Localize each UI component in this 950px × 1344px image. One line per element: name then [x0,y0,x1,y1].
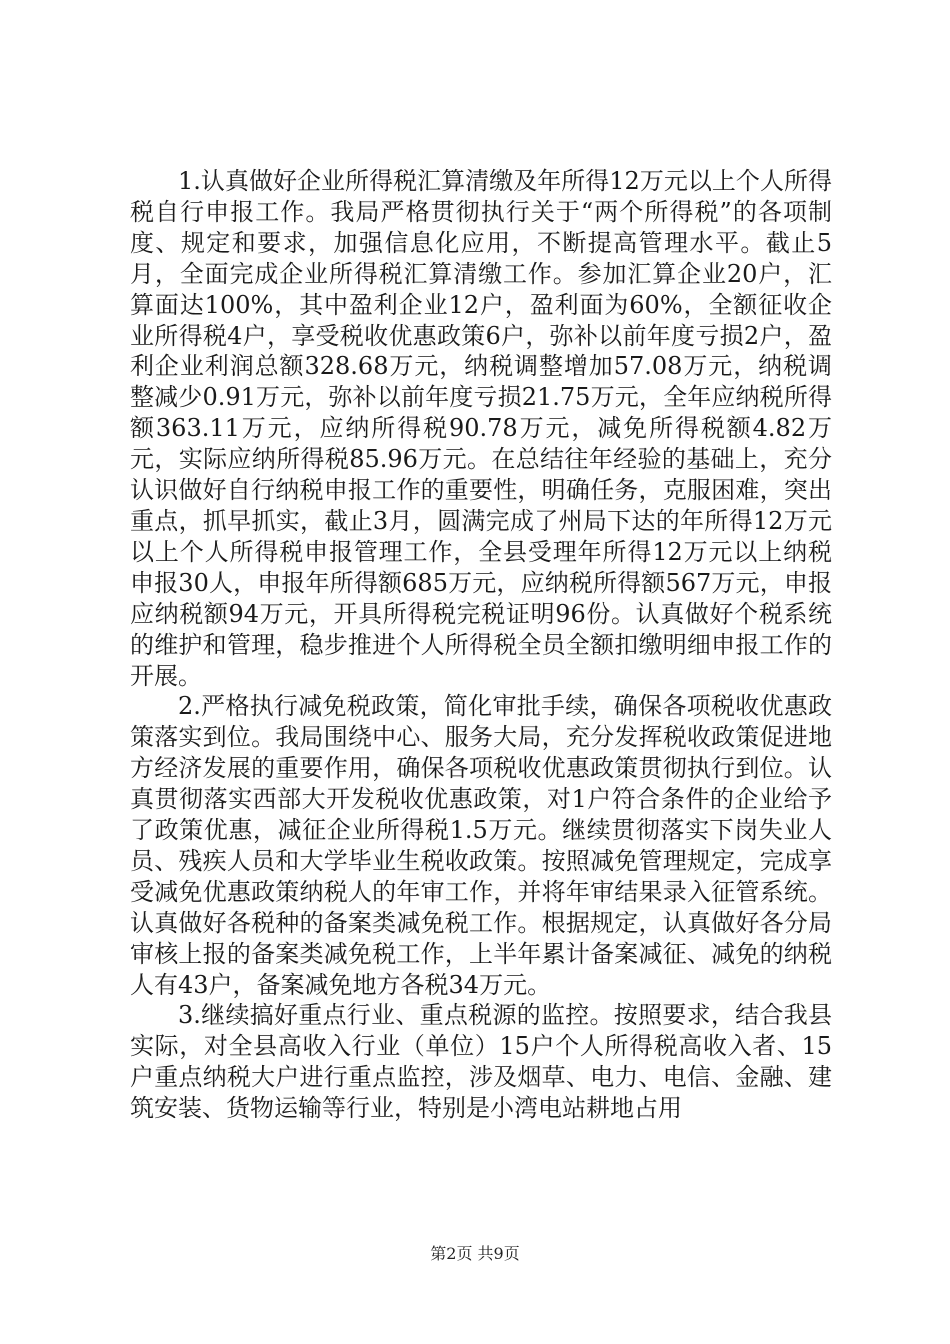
paragraph-1: 1.认真做好企业所得税汇算清缴及年所得12万元以上个人所得税自行申报工作。我局严格贯彻执行关于“两个所得税”的各项制度、规定和要求，加强信息化应用，不断提高管理水平。截止5月，全面完成企业所得税汇算清缴工作。参加汇算企业20户，汇算面达100%，其中盈利企业12户，盈利面为60%，全额征收企业所得税4户，享受税收优惠政策6户，弥补以前年度亏损2户，盈利企业利润总额328.68万元，纳税调整增加57.08万元，纳税调整减少0.91万元，弥补以前年度亏损21.75万元，全年应纳税所得额363.11万元，应纳所得税90.78万元，减免所得税额4.82万元，实际应纳所得税85.96万元。在总结往年经验的基础上，充分认识做好自行纳税申报工作的重要性，明确任务，克服困难，突出重点，抓早抓实，截止3月，圆满完成了州局下达的年所得12万元以上个人所得税申报管理工作，全县受理年所得12万元以上纳税申报30人，申报年所得额685万元，应纳税所得额567万元，申报应纳税额94万元，开具所得税完税证明96份。认真做好个税系统的维护和管理，稳步推进个人所得税全员全额扣缴明细申报工作的开展。 [130,167,832,690]
document-body [130,166,832,1124]
paragraph-3: 3.继续搞好重点行业、重点税源的监控。按照要求，结合我县实际，对全县高收入行业（单位）15户个人所得税高收入者、15户重点纳税大户进行重点监控，涉及烟草、电力、电信、金融、建筑安装、货物运输等行业，特别是小湾电站耕地占用 [130,1001,832,1123]
page-number-footer: 第2页 共9页 [430,1244,520,1263]
paragraph-2: 2.严格执行减免税政策，简化审批手续，确保各项税收优惠政策落实到位。我局围绕中心、服务大局，充分发挥税收政策促进地方经济发展的重要作用，确保各项税收优惠政策贯彻执行到位。认真贯彻落实西部大开发税收优惠政策，对1户符合条件的企业给予了政策优惠，减征企业所得税1.5万元。继续贯彻落实下岗失业人员、残疾人员和大学毕业生税收政策。按照减免管理规定，完成享受减免优惠政策纳税人的年审工作，并将年审结果录入征管系统。认真做好各税种的备案类减免税工作。根据规定，认真做好各分局审核上报的备案类减免税工作，上半年累计备案减征、减免的纳税人有43户，备案减免地方各税34万元。 [130,692,832,999]
